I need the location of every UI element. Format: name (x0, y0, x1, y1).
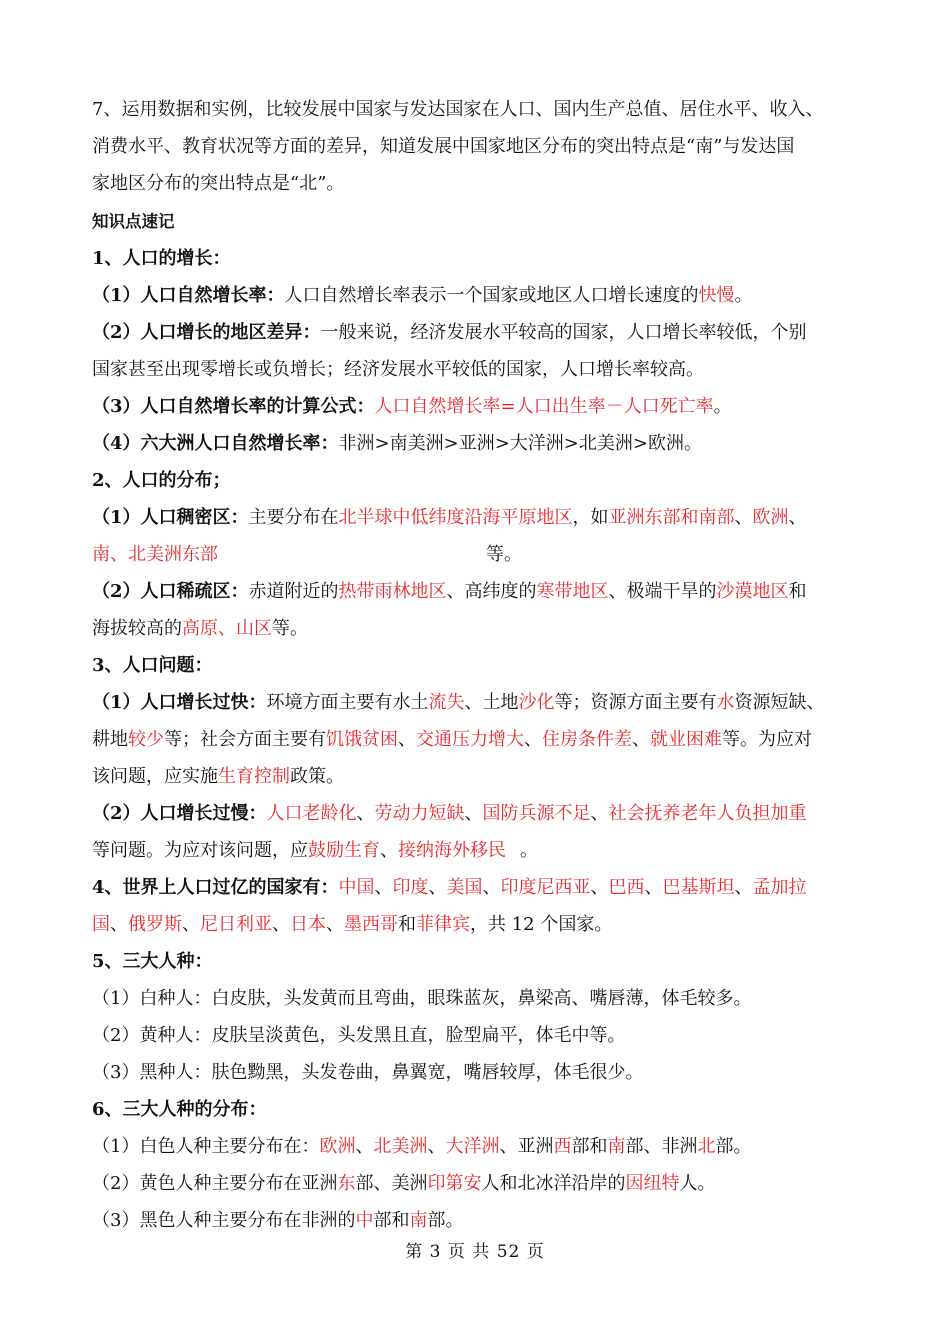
section-4-line-2: 国、俄罗斯、尼日利亚、日本、墨西哥和菲律宾，共 12 个国家。 (92, 914, 613, 935)
s3-item-1-cont-2: 该问题，应实施生育控制政策。 (92, 766, 344, 787)
page-footer: 第 3 页 共 52 页 (405, 1242, 545, 1262)
country-name: 孟加拉 (752, 877, 807, 898)
s3-item-2: （2）人口增长过慢：人口老龄化、劳动力短缺、国防兵源不足、社会抚养老年人负担加重 (92, 803, 807, 824)
section-2-title: 2、人口的分布； (92, 470, 231, 491)
s2-item-2: （2）人口稀疏区：赤道附近的热带雨林地区、高纬度的寒带地区、极端干旱的沙漠地区和 (92, 581, 807, 602)
s1-item-4: （4）六大洲人口自然增长率：非洲>南美洲>亚洲>大洋洲>北美洲>欧洲。 (92, 433, 702, 454)
country-name: 中国 (338, 877, 375, 898)
s6-item-1: （1）白色人种主要分布在：欧洲、北美洲、大洋洲、亚洲西部和南部、非洲北部。 (92, 1136, 752, 1157)
s5-item-2: （2）黄种人：皮肤呈淡黄色，头发黑且直，脸型扁平，体毛中等。 (92, 1025, 626, 1046)
section-5-title: 5、三大人种： (92, 951, 213, 972)
country-name: 巴基斯坦 (662, 877, 735, 898)
s5-item-3: （3）黑种人：肤色黝黑，头发卷曲，鼻翼宽，嘴唇较厚，体毛很少。 (92, 1062, 644, 1083)
section-1-title: 1、人口的增长： (92, 248, 231, 269)
country-name: 尼日利亚 (200, 914, 272, 935)
country-name: 国 (92, 914, 110, 935)
s3-item-1-cont: 耕地较少等；社会方面主要有饥饿贫困、交通压力增大、住房条件差、就业困难等。为应对 (92, 729, 812, 750)
country-name: 墨西哥 (344, 914, 398, 935)
separator: 、 (182, 914, 200, 935)
section-heading: 知识点速记 (92, 212, 175, 231)
intro-line-2: 消费水平、教育状况等方面的差异，知道发展中国家地区分布的突出特点是“南”与发达国 (92, 136, 795, 157)
separator: 、 (326, 914, 344, 935)
s6-item-2: （2）黄色人种主要分布在亚洲东部、美洲印第安人和北冰洋沿岸的因纽特人。 (92, 1173, 716, 1194)
country-name: 俄罗斯 (128, 914, 182, 935)
s3-item-1: （1）人口增长过快：环境方面主要有水土流失、土地沙化等；资源方面主要有水资源短缺、 (92, 692, 825, 713)
country-name: 印度 (392, 877, 429, 898)
separator: 、 (374, 877, 393, 898)
s5-item-1: （1）白种人：白皮肤，头发黄而且弯曲，眼珠蓝灰，鼻梁高、嘴唇薄，体毛较多。 (92, 988, 752, 1009)
separator: 、 (644, 877, 663, 898)
separator: 、 (110, 914, 128, 935)
s1-item-1: （1）人口自然增长率：人口自然增长率表示一个国家或地区人口增长速度的快慢。 (92, 285, 753, 306)
s2-item-1-cont: 南、北美洲东部 等。 (92, 544, 522, 565)
s1-item-3: （3）人口自然增长率的计算公式：人口自然增长率=人口出生率－人口死亡率。 (92, 396, 732, 417)
country-name: 美国 (446, 877, 483, 898)
country-name: 日本 (290, 914, 326, 935)
country-name: 巴西 (608, 877, 645, 898)
separator: 、 (734, 877, 753, 898)
separator: 、 (590, 877, 609, 898)
separator: 、 (428, 877, 447, 898)
section-4-line-1: 4、世界上人口过亿的国家有：中国、印度、美国、印度尼西亚、巴西、巴基斯坦、孟加拉 (92, 877, 807, 898)
s3-item-2-cont: 等问题。为应对该问题，应鼓励生育、接纳海外移民 。 (92, 840, 538, 861)
intro-line-3: 家地区分布的突出特点是“北”。 (92, 173, 345, 194)
section-3-title: 3、人口问题： (92, 655, 213, 676)
section-6-title: 6、三大人种的分布： (92, 1099, 267, 1120)
s1-item-2-cont: 国家甚至出现零增长或负增长；经济发展水平较低的国家，人口增长率较高。 (92, 359, 704, 380)
intro-line-1: 7、运用数据和实例，比较发展中国家与发达国家在人口、国内生产总值、居住水平、收入、 (92, 99, 824, 120)
separator: 、 (272, 914, 290, 935)
s2-item-2-cont: 海拔较高的高原、山区等。 (92, 618, 308, 639)
separator: 、 (482, 877, 501, 898)
s6-item-3: （3）黑色人种主要分布在非洲的中部和南部。 (92, 1210, 464, 1231)
s1-item-2: （2）人口增长的地区差异：一般来说，经济发展水平较高的国家，人口增长率较低，个别 (92, 322, 807, 343)
country-name: 印度尼西亚 (500, 877, 591, 898)
s2-item-1: （1）人口稠密区：主要分布在北半球中低纬度沿海平原地区，如亚洲东部和南部、欧洲、 (92, 507, 807, 528)
